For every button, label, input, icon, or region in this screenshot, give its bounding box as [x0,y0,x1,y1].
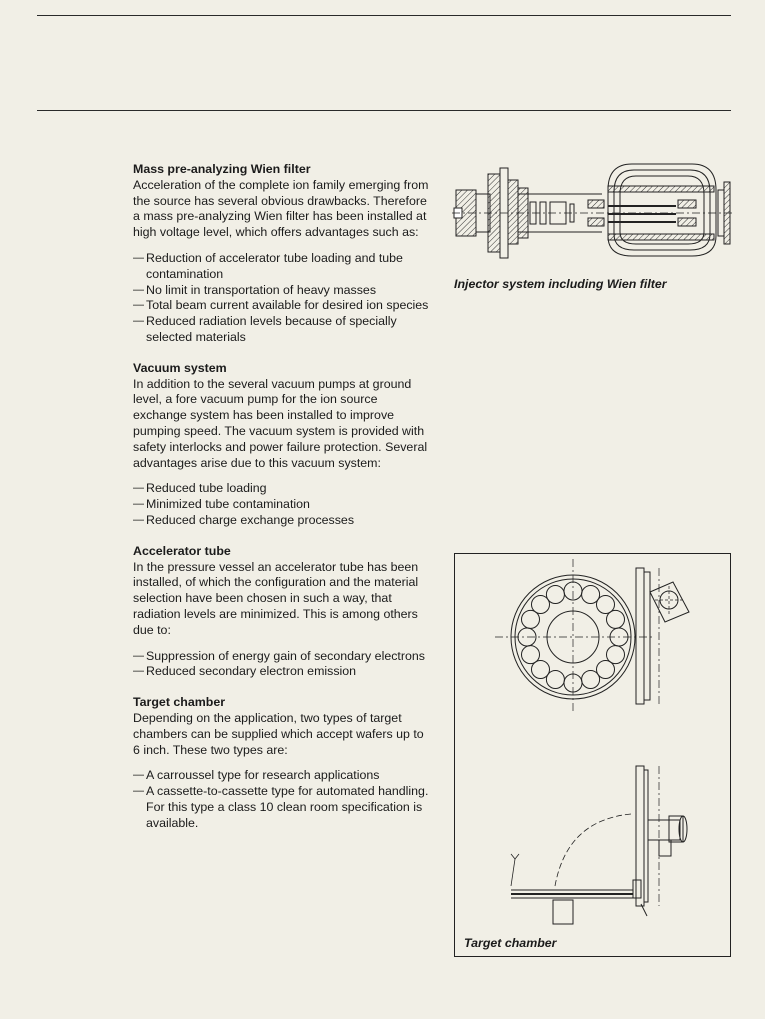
wafer-slot [546,586,564,604]
list-item: — A cassette-to-cassette type for automated handling. For this type a class 10 clean room specification is available. [133,784,433,831]
injector-diagram [452,160,734,260]
section-target-chamber [133,695,433,831]
bullet-list [133,649,433,681]
section-vacuum-system [133,361,433,529]
text-column [133,162,433,846]
bullet-list [133,768,433,831]
list-item: — No limit in transportation of heavy masses [133,283,433,299]
section-heading: Target chamber [133,695,226,710]
section-heading: Accelerator tube [133,543,231,558]
target-chamber-diagram [455,554,732,958]
section-heading: Mass pre-analyzing Wien filter [133,162,311,176]
list-item: — Reduced radiation levels because of specially selected materials [133,314,433,346]
bullet-list [133,481,433,528]
wafer-slot [607,610,625,628]
target-chamber-figure [454,553,731,957]
section-body: In addition to the several vacuum pumps at ground level, a fore vacuum pump for the ion source exchange system has been installed to improve pumping speed. The vacuum system is provided with safety interlocks and power failure protection. Several advantages arise due to this vacuum system: [133,376,428,470]
wafer-slot [582,671,600,689]
section-body: Depending on the application, two types of target chambers can be supplied which accept wafers up to 6 inch. These two types are: [133,710,424,757]
list-item: — Reduced charge exchange processes [133,513,433,529]
header-rule [37,110,731,111]
target-chamber-caption: Target chamber [464,936,557,950]
section-heading: Vacuum system [133,360,227,375]
section-wien-filter [133,162,433,346]
section-accelerator-tube [133,544,433,680]
list-item: — Reduction of accelerator tube loading and tube contamination [133,251,433,283]
list-item: — Reduced secondary electron emission [133,664,433,680]
injector-caption: Injector system including Wien filter [454,277,667,291]
wafer-slot [522,646,540,664]
section-body: Acceleration of the complete ion family emerging from the source has several obvious drawbacks. Therefore a mass pre-analyzing Wien filter has been installed at high voltage level, which offers advantages such as: [133,177,429,240]
list-item: — Minimized tube contamination [133,497,433,513]
bullet-list [133,251,433,346]
list-item: — A carroussel type for research applications [133,768,433,784]
section-body: In the pressure vessel an accelerator tube has been installed, of which the configuration and the material selection have been chosen in such a way, that radiation levels are minimized. This is among others due to: [133,559,419,637]
list-item: — Suppression of energy gain of secondary electrons [133,649,433,665]
top-rule [37,15,731,16]
list-item: — Reduced tube loading [133,481,433,497]
list-item: — Total beam current available for desired ion species [133,298,433,314]
